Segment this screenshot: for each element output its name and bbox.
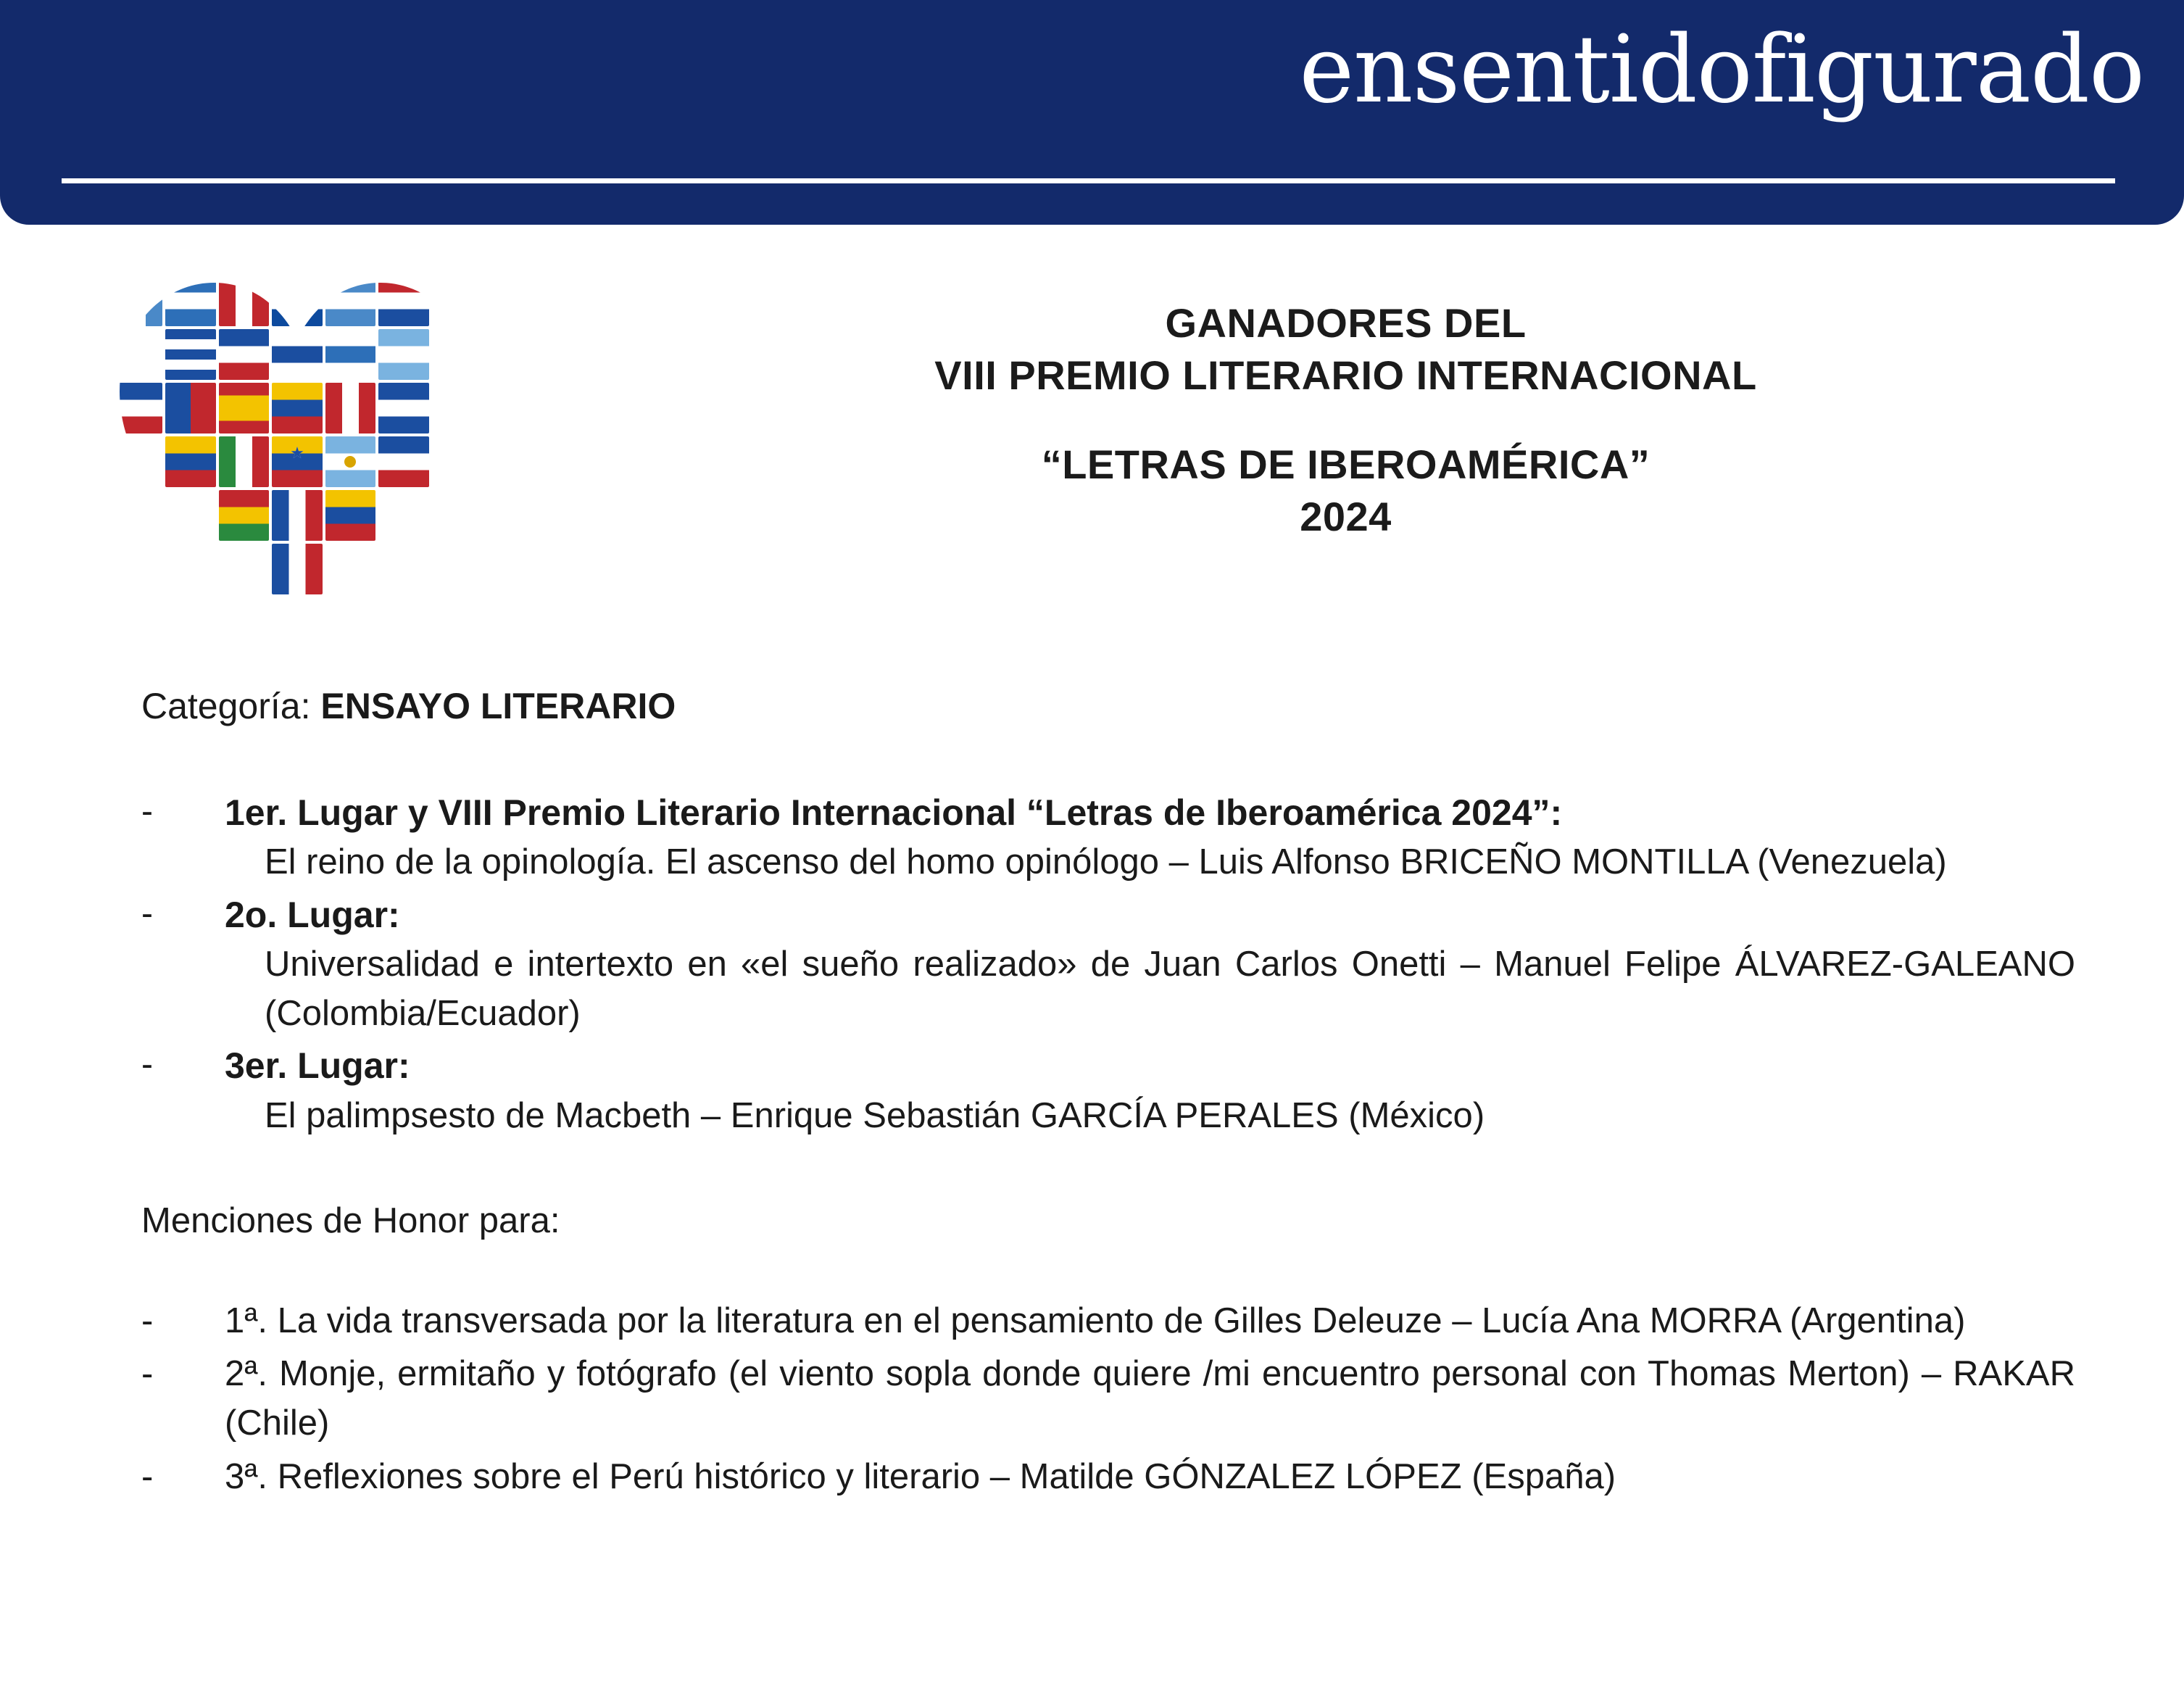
bullet-dash: -	[141, 1456, 154, 1496]
flag-tile	[219, 544, 269, 594]
mentions-list	[141, 1297, 2075, 1501]
flag-tile	[432, 544, 482, 594]
flag-tile	[272, 329, 322, 380]
category-value: ENSAYO LITERARIO	[320, 686, 676, 726]
flag-tile	[165, 436, 215, 487]
flag-tile	[165, 544, 215, 594]
award-description: Universalidad e intertexto en «el sueño realizado» de Juan Carlos Onetti – Manuel Felipe ÁLVAREZ-GALEANO (Colombia/Ecuador)	[265, 945, 2075, 1033]
award-title: 3er. Lugar:	[225, 1045, 410, 1087]
flag-tile	[325, 275, 375, 326]
flag-tile	[325, 329, 375, 380]
flag-tile	[432, 436, 482, 487]
flag-tile	[112, 383, 162, 433]
title-spacer	[551, 401, 2141, 439]
list-item	[141, 890, 2075, 1038]
flag-tile	[432, 329, 482, 380]
flag-tile	[325, 490, 375, 541]
bullet-dash: -	[141, 1300, 154, 1340]
flag-tile	[432, 275, 482, 326]
flag-tile	[112, 275, 162, 326]
flag-tile	[165, 275, 215, 326]
flag-tile	[219, 383, 269, 433]
flag-tile	[219, 329, 269, 380]
awards-list	[141, 788, 2075, 1140]
emblem-container	[43, 268, 551, 631]
flag-tile	[325, 544, 375, 594]
flag-tile	[272, 490, 322, 541]
flag-tile	[165, 383, 215, 433]
award-description: El palimpsesto de Macbeth – Enrique Sebastián GARCÍA PERALES (México)	[265, 1095, 1485, 1135]
page-title-line-2: VIII PREMIO LITERARIO INTERNACIONAL	[934, 352, 1757, 398]
heart-of-flags-icon	[112, 275, 482, 631]
flag-tile	[432, 383, 482, 433]
flag-tile	[378, 329, 428, 380]
flag-tile	[378, 544, 428, 594]
list-item	[141, 1041, 2075, 1140]
bullet-dash: -	[141, 1045, 153, 1084]
page-title	[551, 268, 2141, 543]
banner-underline-rule	[62, 178, 2115, 183]
award-title: 1er. Lugar y VIII Premio Literario Internacional “Letras de Iberoamérica 2024”:	[225, 792, 1563, 833]
winners-content	[0, 631, 2184, 1535]
list-item	[141, 788, 2075, 887]
flag-tile	[272, 544, 322, 594]
mention-text: 2ª. Monje, ermitaño y fotógrafo (el viento sopla donde quiere /mi encuentro personal con Thomas Merton) – RAKAR (Chile)	[225, 1354, 2075, 1443]
flag-tile	[378, 383, 428, 433]
bullet-dash: -	[141, 894, 153, 933]
mention-text: 3ª. Reflexiones sobre el Perú histórico y literario – Matilde GÓNZALEZ LÓPEZ (España)	[225, 1456, 1616, 1496]
list-item	[141, 1297, 2075, 1346]
list-item	[141, 1350, 2075, 1448]
flag-tile	[272, 383, 322, 433]
category-label: Categoría:	[141, 686, 311, 726]
award-title: 2o. Lugar:	[225, 894, 400, 935]
site-logo-text: ensentidofigurado	[1299, 16, 2144, 124]
bullet-dash: -	[141, 1354, 154, 1394]
title-block	[0, 225, 2184, 631]
flag-tile	[165, 329, 215, 380]
flag-tile	[112, 490, 162, 541]
flag-tile	[272, 275, 322, 326]
mentions-heading: Menciones de Honor para:	[141, 1201, 560, 1241]
flag-tile	[219, 275, 269, 326]
flag-tile	[432, 490, 482, 541]
list-item	[141, 1453, 2075, 1502]
site-header-banner	[0, 0, 2184, 225]
flag-tile	[112, 329, 162, 380]
flag-tile	[378, 436, 428, 487]
bullet-dash: -	[141, 792, 153, 831]
flag-tile	[219, 490, 269, 541]
flag-tile	[112, 436, 162, 487]
flag-tile	[219, 436, 269, 487]
page-title-line-1: GANADORES DEL	[1165, 300, 1527, 346]
flag-tile	[325, 383, 375, 433]
flag-tile	[165, 490, 215, 541]
flag-tile	[112, 544, 162, 594]
page-title-line-4: 2024	[1300, 494, 1392, 540]
flag-tile	[378, 490, 428, 541]
page-title-line-3: “LETRAS DE IBEROAMÉRICA”	[1041, 441, 1651, 488]
mention-text: 1ª. La vida transversada por la literatura en el pensamiento de Gilles Deleuze – Lucía Ana MORRA (Argentina)	[225, 1300, 1966, 1340]
flag-tile	[325, 436, 375, 487]
category-line	[141, 681, 2075, 731]
award-description: El reino de la opinología. El ascenso del homo opinólogo – Luis Alfonso BRICEÑO MONTILLA (Venezuela)	[265, 842, 1947, 882]
flag-tile	[378, 275, 428, 326]
